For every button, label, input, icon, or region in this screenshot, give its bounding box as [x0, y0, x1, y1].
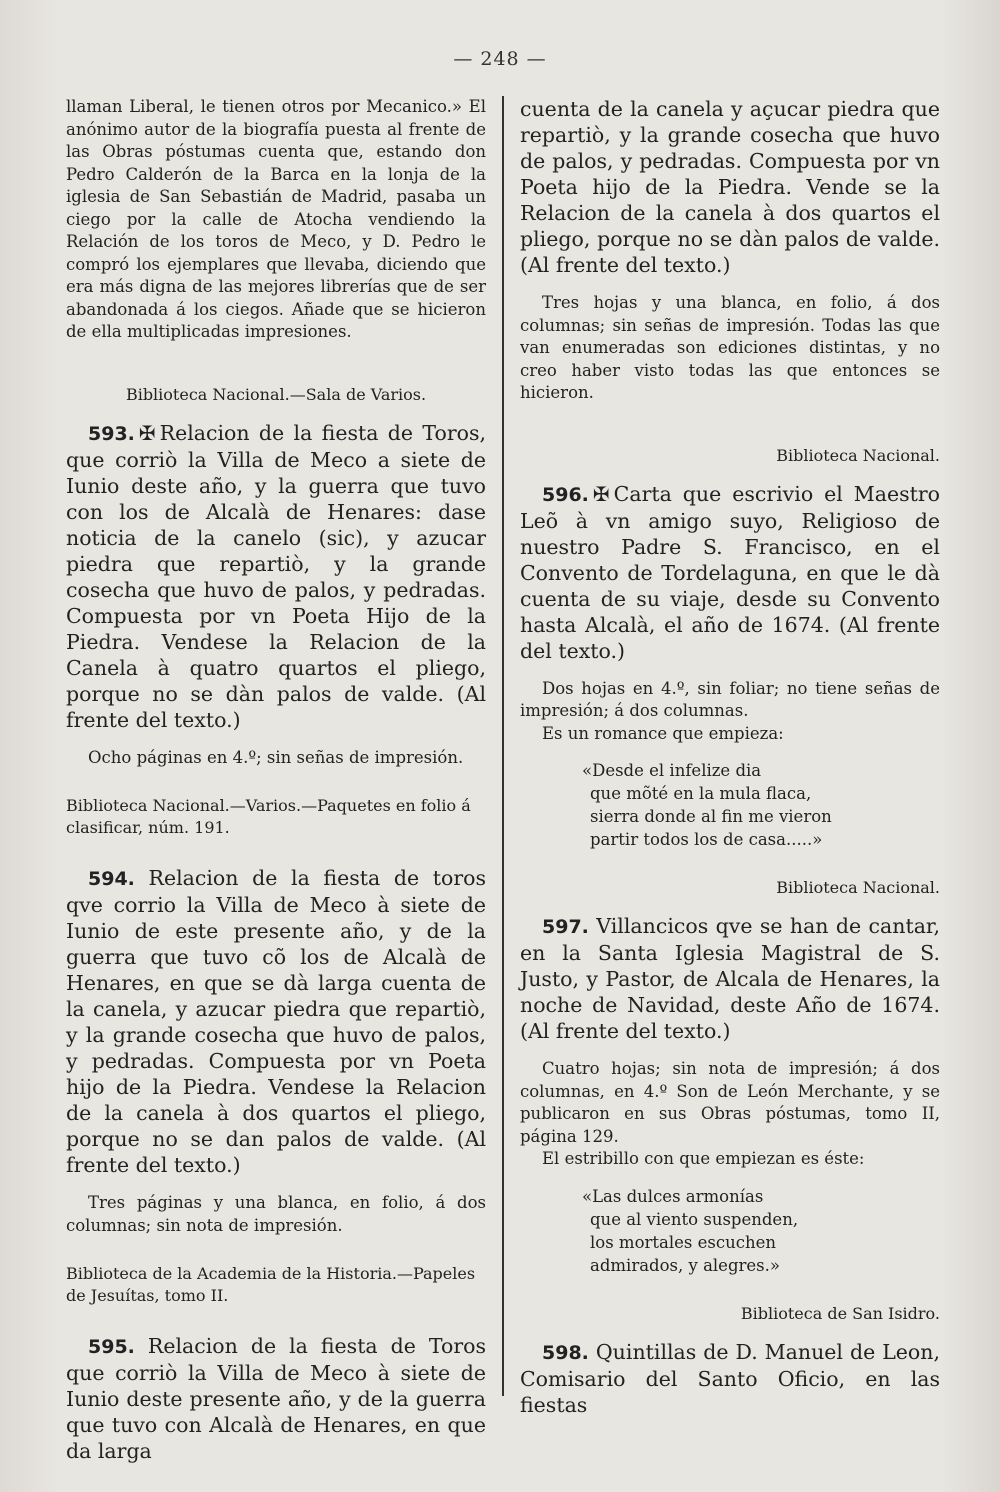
entry-number: 593.	[88, 422, 135, 445]
entry-number: 595.	[88, 1336, 135, 1358]
right-column	[520, 96, 940, 1418]
entry-number: 594.	[88, 868, 135, 890]
entry-description: Ocho páginas en 4.º; sin señas de impresión.	[88, 747, 464, 767]
entry-title: Carta que escrivio el Maestro Leõ à vn amigo suyo, Religioso de nuestro Padre S. Francisco, en el Convento de Tordelaguna, en que le dà cuenta de su viaje, desde su Convento hasta Alcalà, el año de 1674. (Al frente del texto.)	[520, 481, 940, 663]
entry-number: 597.	[542, 916, 589, 938]
entry-description: Dos hojas en 4.º, sin foliar; no tiene señas de impresión; á dos columnas.	[520, 678, 940, 720]
verse-quote	[520, 759, 940, 851]
location-note: Biblioteca Nacional.	[776, 445, 940, 465]
cross-icon: ✠	[138, 420, 156, 445]
entry-title: Villancicos qve se han de cantar, en la Santa Iglesia Magistral de S. Justo, y Pastor, de Alcala de Henares, la noche de Navidad, deste Año de 1674. (Al frente del texto.)	[520, 914, 940, 1043]
entry-594	[66, 865, 486, 1178]
verse-line: «Desde el infelize dia	[582, 761, 762, 780]
entry-title: Relacion de la fiesta de toros qve corrio la Villa de Meco à siete de Iunio de este presente año, y de la guerra que tuvo cõ los de Alcalà de Henares, en que se dà larga cuenta de la canela, y azucar piedra que repartiò, y la grande cosecha que huvo de palos, y pedradas. Compuesta por vn Poeta hijo de la Piedra. Vendese la Relacion de la canela à dos quartos el pliego, porque no se dan palos de valde. (Al frente del texto.)	[66, 866, 486, 1177]
entry-593	[66, 420, 486, 733]
left-column	[66, 96, 486, 1464]
entry-description: Tres páginas y una blanca, en folio, á dos columnas; sin nota de impresión.	[66, 1193, 486, 1235]
column-divider	[502, 96, 504, 1396]
verse-line: partir todos los de casa.....»	[590, 830, 823, 849]
location-note: Biblioteca Nacional.—Sala de Varios.	[125, 384, 427, 404]
entry-595	[66, 1333, 486, 1464]
verse-line: admirados, y alegres.»	[590, 1255, 780, 1275]
entry-description: Es un romance que empieza:	[542, 723, 784, 743]
verse-quote	[520, 1185, 940, 1277]
location-note: Biblioteca Nacional.—Varios.—Paquetes en folio á clasificar, núm. 191.	[66, 796, 471, 837]
location-note: Biblioteca de San Isidro.	[740, 1303, 940, 1323]
entry-number: 598.	[542, 1341, 589, 1364]
entry-title: Relacion de la fiesta de Toros que corriò la Villa de Meco à siete de Iunio deste presente año, y de la guerra que tuvo con Alcalà de Henares, en que da larga	[66, 1334, 486, 1463]
location-note: Biblioteca de la Academia de la Historia.—Papeles de Jesuítas, tomo II.	[66, 1264, 476, 1305]
verse-line: «Las dulces armonías	[582, 1186, 764, 1206]
entry-title: Relacion de la fiesta de Toros, que corriò la Villa de Meco a siete de Iunio deste año, y la guerra que tuvo con los de Alcalà de Henares: dase noticia de la canelo (sic), y azucar piedra que repartiò, y la grande cosecha que huvo de palos, y pedradas. Compuesta por vn Poeta Hijo de la Piedra. Vendese la Relacion de la Canela à quatro quartos el pliego, porque no se dàn palos de valde. (Al frente del texto.)	[66, 420, 486, 732]
entry-598	[520, 1339, 940, 1418]
verse-line: que al viento suspenden,	[590, 1209, 799, 1229]
entry-596	[520, 481, 940, 664]
verse-line: sierra donde al fin me vieron	[590, 807, 832, 826]
cross-icon: ✠	[592, 481, 610, 506]
location-note: Biblioteca Nacional.	[776, 878, 940, 897]
verse-line: que mõté en la mula flaca,	[590, 784, 812, 803]
intro-paragraph: llaman Liberal, le tienen otros por Mecanico.» El anónimo autor de la biografía puesta al frente de las Obras póstumas cuenta que, estando don Pedro Calderón de la Barca en la lonja de la iglesia de San Sebastián de Madrid, pasaba un ciego por la calle de Atocha vendiendo la Relación de los toros de Meco, y D. Pedro le compró los ejemplares que llevaba, diciendo que era más digna de las mejores librerías que de ser abandonada á los ciegos. Añade que se hicieron de ella multiplicadas impresiones.	[66, 97, 486, 341]
entry-597	[520, 913, 940, 1044]
entry-description: El estribillo con que empiezan es éste:	[542, 1149, 865, 1168]
entry-595-continued: cuenta de la canela y açucar piedra que repartiò, y la grande cosecha que huvo de palos, y pedradas. Compuesta por vn Poeta hijo de la Piedra. Vende se la Relacion de la canela à dos quartos el pliego, porque no se dàn palos de valde. (Al frente del texto.)	[520, 97, 940, 277]
entry-description: Tres hojas y una blanca, en folio, á dos columnas; sin señas de impresión. Todas las que van enumeradas son ediciones distintas, y no creo haber visto todas las que entonces se hicieron.	[520, 293, 940, 402]
entry-title: Quintillas de D. Manuel de Leon, Comisario del Santo Oficio, en las fiestas	[520, 1339, 940, 1417]
verse-line: los mortales escuchen	[590, 1232, 776, 1252]
page-number: — 248 —	[453, 48, 547, 70]
entry-number: 596.	[542, 483, 589, 506]
entry-description: Cuatro hojas; sin nota de impresión; á dos columnas, en 4.º Son de León Merchante, y se publicaron en sus Obras póstumas, tomo II, página 129.	[520, 1059, 940, 1146]
